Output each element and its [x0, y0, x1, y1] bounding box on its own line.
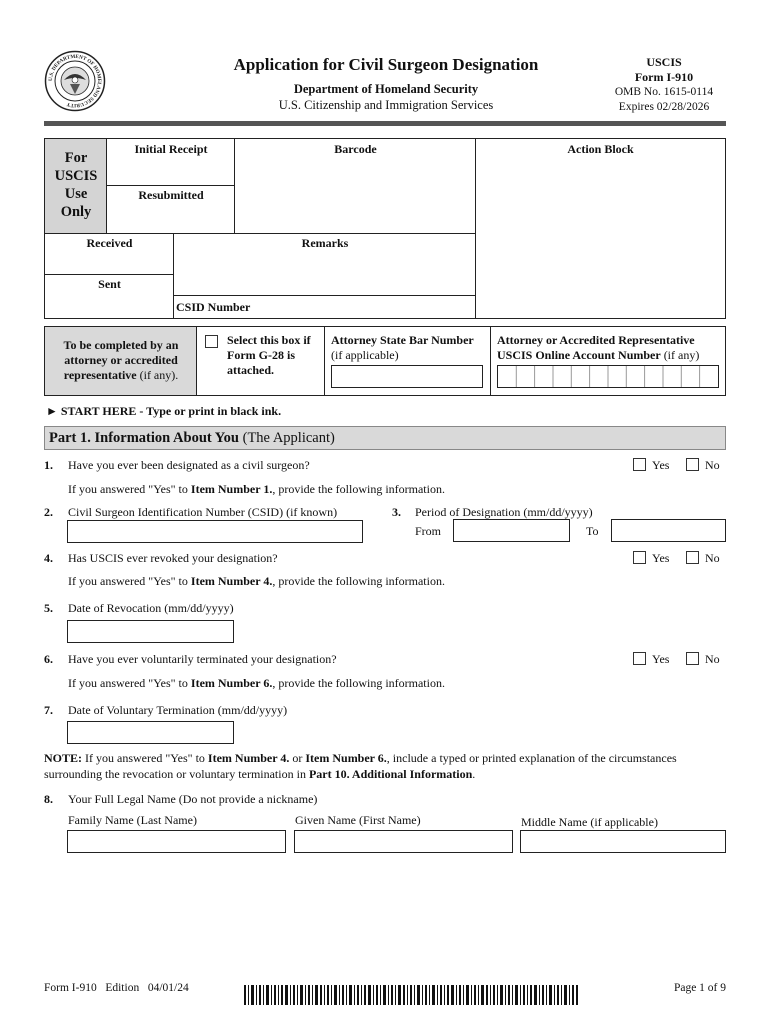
item-4-number: 4.: [44, 551, 53, 565]
note-b2: Item Number 6.: [305, 751, 387, 765]
item-1-follow-c: , provide the following information.: [272, 482, 445, 496]
item-4-no-checkbox[interactable]: [686, 551, 699, 564]
given-name-label: Given Name (First Name): [295, 813, 421, 827]
item-7-number: 7.: [44, 703, 53, 717]
for-uscis-line-4: Only: [60, 204, 92, 220]
initial-receipt-label: Initial Receipt: [134, 142, 208, 156]
item-4-follow-a: If you answered "Yes" to: [68, 574, 191, 588]
note-t3: , include a typed or printed explanation of the circumstances: [386, 751, 677, 765]
csid-input[interactable]: [67, 520, 363, 543]
note-label: NOTE:: [44, 751, 83, 765]
bar-number-label: Attorney State Bar Number: [331, 333, 474, 347]
item-6-number: 6.: [44, 652, 53, 666]
csid-number-cell: [174, 296, 476, 319]
item-4-follow-b: Item Number 4.: [190, 574, 273, 588]
item-4-no-label: No: [705, 551, 720, 565]
for-uscis-use-only-cell: [45, 139, 107, 234]
note-t4: surrounding the revocation or voluntary termination in: [44, 766, 309, 781]
for-uscis-line-1: For: [64, 150, 88, 166]
expiration-date: Expires 02/28/2026: [618, 101, 710, 113]
received-label: Received: [86, 236, 133, 250]
item-4-question: Has USCIS ever revoked your designation?: [68, 551, 278, 565]
note-paragraph: [44, 751, 728, 782]
note-t5: .: [472, 766, 476, 781]
item-6-question: Have you ever voluntarily terminated your designation?: [68, 652, 337, 666]
item-1-yes-checkbox[interactable]: [633, 458, 646, 471]
bar-number-input[interactable]: [331, 365, 483, 388]
note-t1: If you answered "Yes" to: [82, 751, 208, 765]
for-uscis-line-2: USCIS: [54, 168, 98, 184]
from-label: From: [415, 524, 442, 538]
item-6-yes-checkbox[interactable]: [633, 652, 646, 665]
part1-title-normal: (The Applicant): [239, 430, 335, 446]
revocation-date-input[interactable]: [67, 620, 234, 643]
footer-barcode: [244, 985, 578, 1005]
attorney-note-ifany: (if any).: [136, 368, 179, 382]
g28-cell: [197, 327, 325, 395]
online-account-cell: [491, 327, 725, 395]
to-label: To: [586, 524, 599, 538]
header-rule: [44, 121, 726, 126]
online-account-input[interactable]: [497, 365, 719, 388]
item-1-followup: [68, 482, 445, 497]
item-8-number: 8.: [44, 792, 53, 806]
item-5-label: Date of Revocation (mm/dd/yyyy): [68, 601, 234, 615]
note-line-1: [44, 751, 728, 767]
item-5-number: 5.: [44, 601, 53, 615]
item-6-no-checkbox[interactable]: [686, 652, 699, 665]
item-3-label: Period of Designation (mm/dd/yyyy): [415, 505, 593, 519]
barcode-cell: [235, 139, 476, 234]
item-6-follow-c: , provide the following information.: [272, 676, 445, 690]
item-6-yes-label: Yes: [652, 652, 670, 666]
item-3-number: 3.: [392, 505, 401, 519]
item-7-label: Date of Voluntary Termination (mm/dd/yyyy): [68, 703, 288, 717]
initial-receipt-cell: [107, 139, 235, 186]
dhs-seal: [44, 50, 106, 112]
omb-number: OMB No. 1615-0114: [614, 86, 714, 98]
action-block-label: Action Block: [567, 142, 634, 156]
resubmitted-cell: [107, 186, 235, 234]
sent-cell: [45, 275, 174, 319]
uscis-use-block: [44, 138, 726, 319]
department-name: Department of Homeland Security: [293, 82, 479, 96]
item-4-followup: [68, 574, 445, 589]
note-t2: or: [289, 751, 306, 765]
attorney-note-line-3: [45, 368, 197, 383]
item-2-number: 2.: [44, 505, 53, 519]
attorney-note-line-1: To be completed by an: [63, 338, 179, 352]
attorney-note-cell: [45, 327, 197, 395]
item-1-yes-label: Yes: [652, 458, 670, 472]
item-4-yes-checkbox[interactable]: [633, 551, 646, 564]
online-account-label-bold: USCIS Online Account Number: [497, 348, 661, 362]
action-block-cell: [476, 139, 725, 319]
form-title: Application for Civil Surgeon Designation: [233, 55, 539, 74]
footer-page-number: Page 1 of 9: [673, 982, 726, 994]
item-2-label: Civil Surgeon Identification Number (CSID) (if known): [68, 505, 338, 519]
uscis-label: USCIS: [646, 55, 682, 69]
online-account-label-2: [497, 348, 699, 363]
item-8-label: Your Full Legal Name (Do not provide a nickname): [68, 792, 318, 806]
received-cell: [45, 234, 174, 275]
bar-number-sub: (if applicable): [331, 348, 399, 362]
family-name-input[interactable]: [67, 830, 286, 853]
middle-name-label: Middle Name (if applicable): [521, 815, 658, 829]
period-to-input[interactable]: [611, 519, 726, 542]
g28-line-2: Form G-28 is: [227, 348, 295, 362]
item-1-follow-a: If you answered "Yes" to: [68, 482, 191, 496]
online-account-label-1: Attorney or Accredited Representative: [497, 333, 695, 347]
item-6-follow-b: Item Number 6.: [190, 676, 273, 690]
remarks-label: Remarks: [301, 236, 349, 250]
online-account-ifany: (if any): [660, 348, 700, 362]
item-1-question: Have you ever been designated as a civil surgeon?: [68, 458, 310, 472]
period-from-input[interactable]: [453, 519, 570, 542]
g28-line-1: Select this box if: [227, 333, 311, 347]
termination-date-input[interactable]: [67, 721, 234, 744]
attorney-note-rep: representative: [63, 368, 137, 382]
remarks-cell: [174, 234, 476, 296]
item-6-follow-a: If you answered "Yes" to: [68, 676, 191, 690]
part1-header: [44, 426, 726, 450]
item-1-follow-b: Item Number 1.: [190, 482, 273, 496]
g28-checkbox[interactable]: [205, 335, 218, 348]
bar-number-cell: [325, 327, 491, 395]
given-name-input[interactable]: [294, 830, 513, 853]
item-1-number: 1.: [44, 458, 53, 472]
attorney-block: [44, 326, 726, 396]
sent-label: Sent: [98, 277, 121, 291]
form-number: Form I-910: [634, 70, 694, 84]
item-4-yes-label: Yes: [652, 551, 670, 565]
g28-line-3: attached.: [227, 363, 274, 377]
part1-title: [49, 430, 335, 447]
note-b3: Part 10. Additional Information: [308, 766, 473, 781]
resubmitted-label: Resubmitted: [138, 188, 204, 202]
middle-name-input[interactable]: [520, 830, 726, 853]
csid-number-label: CSID Number: [176, 300, 251, 314]
note-b1: Item Number 4.: [207, 751, 290, 765]
agency-name: U.S. Citizenship and Immigration Services: [278, 98, 494, 112]
item-4-follow-c: , provide the following information.: [272, 574, 445, 588]
family-name-label: Family Name (Last Name): [68, 813, 197, 827]
item-1-no-checkbox[interactable]: [686, 458, 699, 471]
item-6-followup: [68, 676, 445, 691]
seal-text: U.S. DEPARTMENT OF HOMELAND SECURITY: [47, 53, 103, 109]
for-uscis-line-3: Use: [64, 186, 88, 202]
note-line-2: [44, 767, 728, 783]
barcode-label: Barcode: [334, 142, 377, 156]
item-1-no-label: No: [705, 458, 720, 472]
item-6-no-label: No: [705, 652, 720, 666]
start-here-instruction: ► START HERE - Type or print in black ink.: [46, 404, 282, 418]
footer-edition: Form I-910 Edition 04/01/24: [44, 982, 189, 994]
attorney-note-line-2: attorney or accredited: [64, 353, 178, 367]
part1-title-bold: Part 1. Information About You: [49, 430, 239, 446]
